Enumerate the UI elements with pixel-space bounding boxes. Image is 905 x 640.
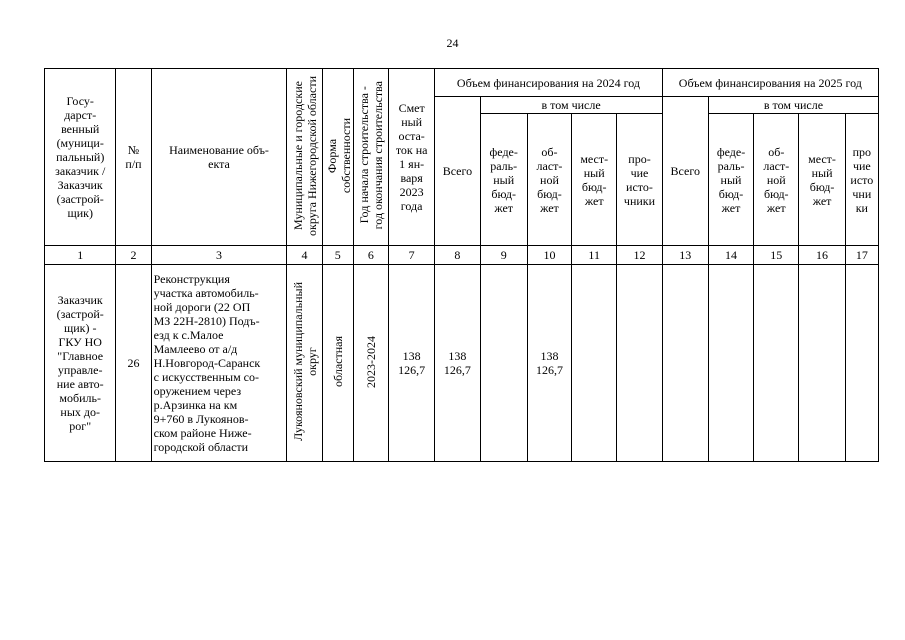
header-fin-2024: Объем финансирования на 2024 год [435, 69, 662, 97]
financing-table [44, 68, 879, 462]
column-number: 11 [572, 246, 617, 265]
header-local-2024: мест- ный бюд- жет [572, 114, 617, 246]
column-number: 9 [480, 246, 527, 265]
column-number: 8 [435, 246, 480, 265]
row-local-2024 [572, 265, 617, 462]
row-municipality-cell [287, 265, 322, 462]
header-total-2024: Всего [435, 97, 480, 246]
row-other-2025 [845, 265, 878, 462]
header-municipality-cell [287, 69, 322, 246]
row-total-2025 [662, 265, 708, 462]
row-customer: Заказчик (застрой- щик) - ГКУ НО "Главное управле- ние авто- мобиль- ных до- рог" [45, 265, 116, 462]
column-number: 13 [662, 246, 708, 265]
header-years-cell [353, 69, 388, 246]
row-total-2024: 138 126,7 [435, 265, 480, 462]
page-number: 24 [446, 36, 459, 50]
column-number: 17 [845, 246, 878, 265]
column-number: 3 [151, 246, 287, 265]
column-number: 15 [754, 246, 799, 265]
header-num: № п/п [116, 69, 151, 246]
header-ownership: Форма собственности [324, 117, 353, 194]
row-other-2024 [617, 265, 662, 462]
header-local-2025: мест- ный бюд- жет [799, 114, 845, 246]
header-years: Год начала строительства - год окончания строительства [356, 81, 385, 230]
header-customer: Госу- дарст- венный (муници- пальный) заказчик / Заказчик (застрой- щик) [45, 69, 116, 246]
header-object-name: Наименование объ- екта [151, 69, 287, 246]
row-years: 2023-2024 [363, 335, 378, 388]
column-number: 6 [353, 246, 388, 265]
row-object-name: Реконструкция участка автомобиль- ной дороги (22 ОП МЗ 22Н-2810) Подъ- езд к с.Малое Мамлеево от а/д Н.Новгород-Саранск с искусственным со- оружением через р.Арзинка на км 9+760 в Лукоянов- ском районе Ниже- городской области [151, 265, 287, 462]
header-other-2025: про чие исто чни ки [845, 114, 878, 246]
row-regional-2025 [754, 265, 799, 462]
row-years-cell [353, 265, 388, 462]
row-ownership-cell [322, 265, 353, 462]
column-number: 14 [708, 246, 753, 265]
header-federal-2025: феде- раль- ный бюд- жет [708, 114, 753, 246]
column-number: 1 [45, 246, 116, 265]
row-municipality: Лукояновский муниципальный округ [290, 282, 319, 441]
header-incl-2025: в том числе [708, 97, 878, 114]
row-regional-2024: 138 126,7 [527, 265, 571, 462]
row-federal-2025 [708, 265, 753, 462]
header-federal-2024: феде- раль- ный бюд- жет [480, 114, 527, 246]
header-ownership-cell [322, 69, 353, 246]
header-fin-2025: Объем финансирования на 2025 год [662, 69, 878, 97]
table-row [45, 265, 879, 462]
column-number: 10 [527, 246, 571, 265]
header-total-2025: Всего [662, 97, 708, 246]
row-estimate: 138 126,7 [389, 265, 435, 462]
column-number: 5 [322, 246, 353, 265]
column-number: 4 [287, 246, 322, 265]
column-number: 7 [389, 246, 435, 265]
column-numbers-row [45, 246, 879, 265]
header-regional-2025: об- ласт- ной бюд- жет [754, 114, 799, 246]
header-other-2024: про- чие исто- чники [617, 114, 662, 246]
header-estimate: Смет ный оста- ток на 1 ян- варя 2023 года [389, 69, 435, 246]
row-ownership: областная [330, 336, 345, 387]
column-number: 2 [116, 246, 151, 265]
row-federal-2024 [480, 265, 527, 462]
row-num: 26 [116, 265, 151, 462]
header-incl-2024: в том числе [480, 97, 662, 114]
column-number: 12 [617, 246, 662, 265]
header-regional-2024: об- ласт- ной бюд- жет [527, 114, 571, 246]
header-municipality: Муниципальные и городские округа Нижегородской области [290, 75, 319, 236]
column-number: 16 [799, 246, 845, 265]
row-local-2025 [799, 265, 845, 462]
